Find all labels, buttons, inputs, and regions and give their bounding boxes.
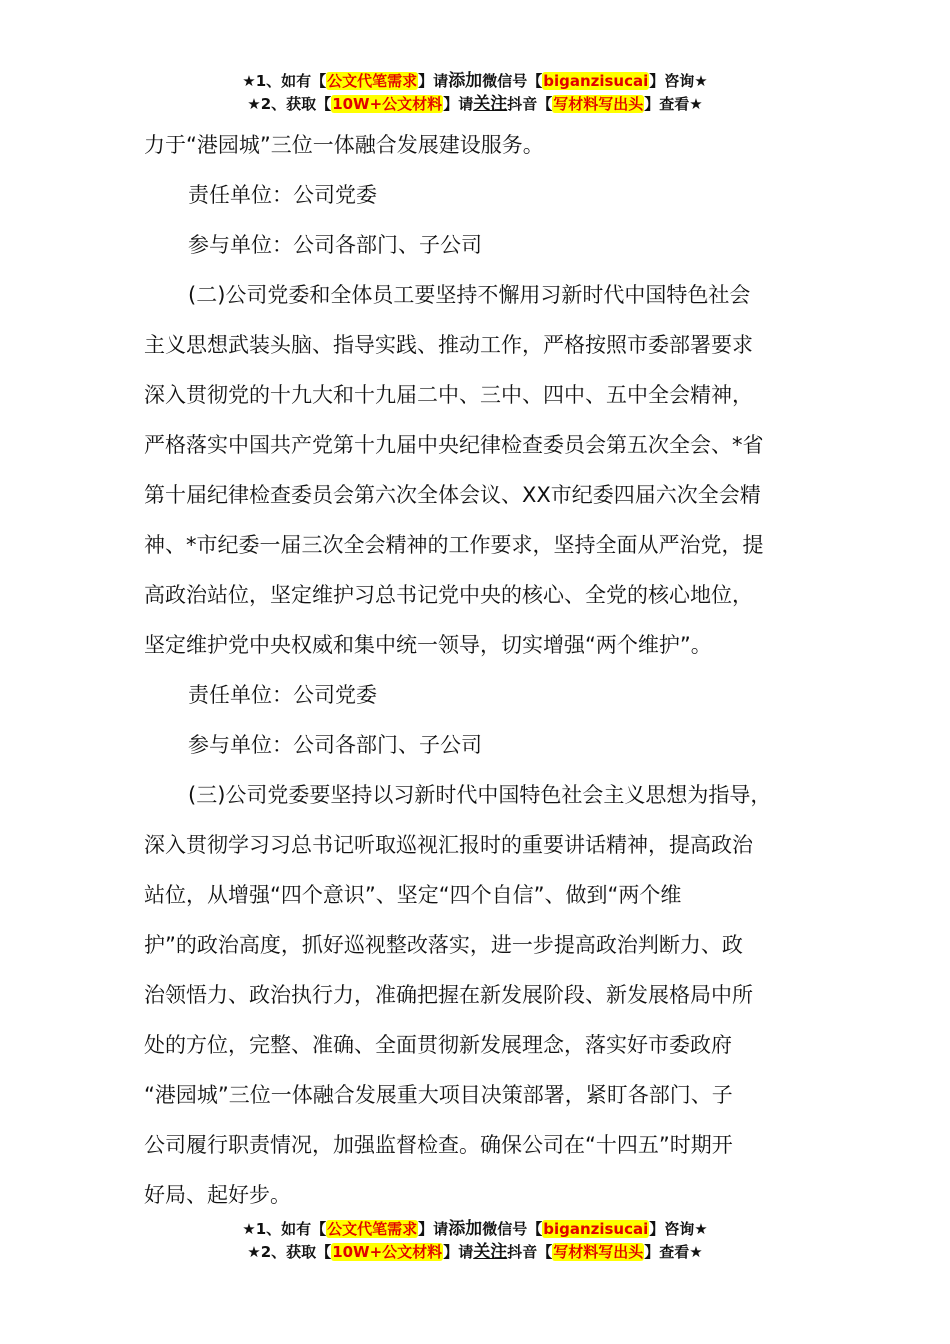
paragraph-line: 护”的政治高度，抓好巡视整改落实，进一步提高政治判断力、政 — [144, 933, 743, 957]
star-icon: ★ — [242, 1220, 256, 1238]
promo-text: 】请 — [418, 1220, 449, 1238]
top-promo-banner — [0, 70, 950, 116]
responsible-unit: 责任单位：公司党委 — [188, 183, 377, 207]
promo-line-2 — [0, 93, 950, 116]
paragraph-line: 主义思想武装头脑、指导实践、推动工作，严格按照市委部署要求 — [144, 333, 753, 357]
paragraph-line: 严格落实中国共产党第十九届中央纪律检查委员会第五次全会、*省 — [144, 433, 764, 457]
emphasis-text: 关注 — [473, 1242, 508, 1262]
paragraph-line: 高政治站位，坚定维护习总书记党中央的核心、全党的核心地位， — [144, 583, 753, 607]
highlight-wechat-id: biganzisucai — [543, 72, 649, 90]
promo-line-1 — [0, 70, 950, 93]
promo-text: 微信号【 — [482, 1220, 543, 1238]
bottom-promo-banner — [0, 1218, 950, 1264]
paragraph-line: 第十届纪律检查委员会第六次全体会议、XX市纪委四届六次全会精 — [144, 483, 761, 507]
promo-text: 微信号【 — [482, 72, 543, 90]
emphasis-text: 添加 — [448, 1219, 483, 1239]
promo-text: 1、如有【 — [255, 72, 327, 90]
promo-line-2 — [0, 1241, 950, 1264]
responsible-unit: 责任单位：公司党委 — [188, 683, 377, 707]
paragraph-line: 处的方位，完整、准确、全面贯彻新发展理念，落实好市委政府 — [144, 1033, 732, 1057]
highlight-materials: 10W+公文材料 — [332, 1243, 443, 1261]
highlight-douyin-id: 写材料写出头 — [553, 1243, 644, 1261]
paragraph-line: 站位，从增强“四个意识”、坚定“四个自信”、做到“两个维 — [144, 883, 682, 907]
promo-text: 抖音【 — [507, 1243, 553, 1261]
star-icon: ★ — [247, 1243, 261, 1261]
paragraph-line: 深入贯彻学习习总书记听取巡视汇报时的重要讲话精神，提高政治 — [144, 833, 753, 857]
paragraph-line: 力于“港园城”三位一体融合发展建设服务。 — [144, 133, 544, 157]
document-body — [144, 120, 808, 1220]
paragraph-line: (三)公司党委要坚持以习新时代中国特色社会主义思想为指导， — [188, 783, 772, 807]
paragraph-line: 坚定维护党中央权威和集中统一领导，切实增强“两个维护”。 — [144, 633, 712, 657]
promo-text: 】请 — [443, 95, 474, 113]
highlight-materials: 10W+公文材料 — [332, 95, 443, 113]
participating-unit: 参与单位：公司各部门、子公司 — [188, 733, 482, 757]
highlight-wechat-id: biganzisucai — [543, 1220, 649, 1238]
paragraph-line: (二)公司党委和全体员工要坚持不懈用习新时代中国特色社会 — [188, 283, 751, 307]
promo-text: 1、如有【 — [255, 1220, 327, 1238]
paragraph-line: “港园城”三位一体融合发展重大项目决策部署，紧盯各部门、子 — [144, 1083, 733, 1107]
promo-text: 】咨询★ — [649, 1220, 708, 1238]
paragraph-line: 深入贯彻党的十九大和十九届二中、三中、四中、五中全会精神， — [144, 383, 753, 407]
paragraph-line: 治领悟力、政治执行力，准确把握在新发展阶段、新发展格局中所 — [144, 983, 753, 1007]
participating-unit: 参与单位：公司各部门、子公司 — [188, 233, 482, 257]
promo-text: 】咨询★ — [649, 72, 708, 90]
emphasis-text: 添加 — [448, 71, 483, 91]
emphasis-text: 关注 — [473, 94, 508, 114]
promo-line-1 — [0, 1218, 950, 1241]
paragraph-line: 神、*市纪委一届三次全会精神的工作要求，坚持全面从严治党，提 — [144, 533, 764, 557]
promo-text: 抖音【 — [507, 95, 553, 113]
promo-text: 】查看★ — [644, 95, 703, 113]
highlight-douyin-id: 写材料写出头 — [553, 95, 644, 113]
promo-text: 2、获取【 — [260, 1243, 332, 1261]
promo-text: 】请 — [443, 1243, 474, 1261]
promo-text: 2、获取【 — [260, 95, 332, 113]
promo-text: 】请 — [418, 72, 449, 90]
star-icon: ★ — [242, 72, 256, 90]
paragraph-line: 好局、起好步。 — [144, 1183, 291, 1207]
highlight-service: 公文代笔需求 — [327, 1220, 418, 1238]
highlight-service: 公文代笔需求 — [327, 72, 418, 90]
promo-text: 】查看★ — [644, 1243, 703, 1261]
star-icon: ★ — [247, 95, 261, 113]
paragraph-line: 公司履行职责情况，加强监督检查。确保公司在“十四五”时期开 — [144, 1133, 733, 1157]
